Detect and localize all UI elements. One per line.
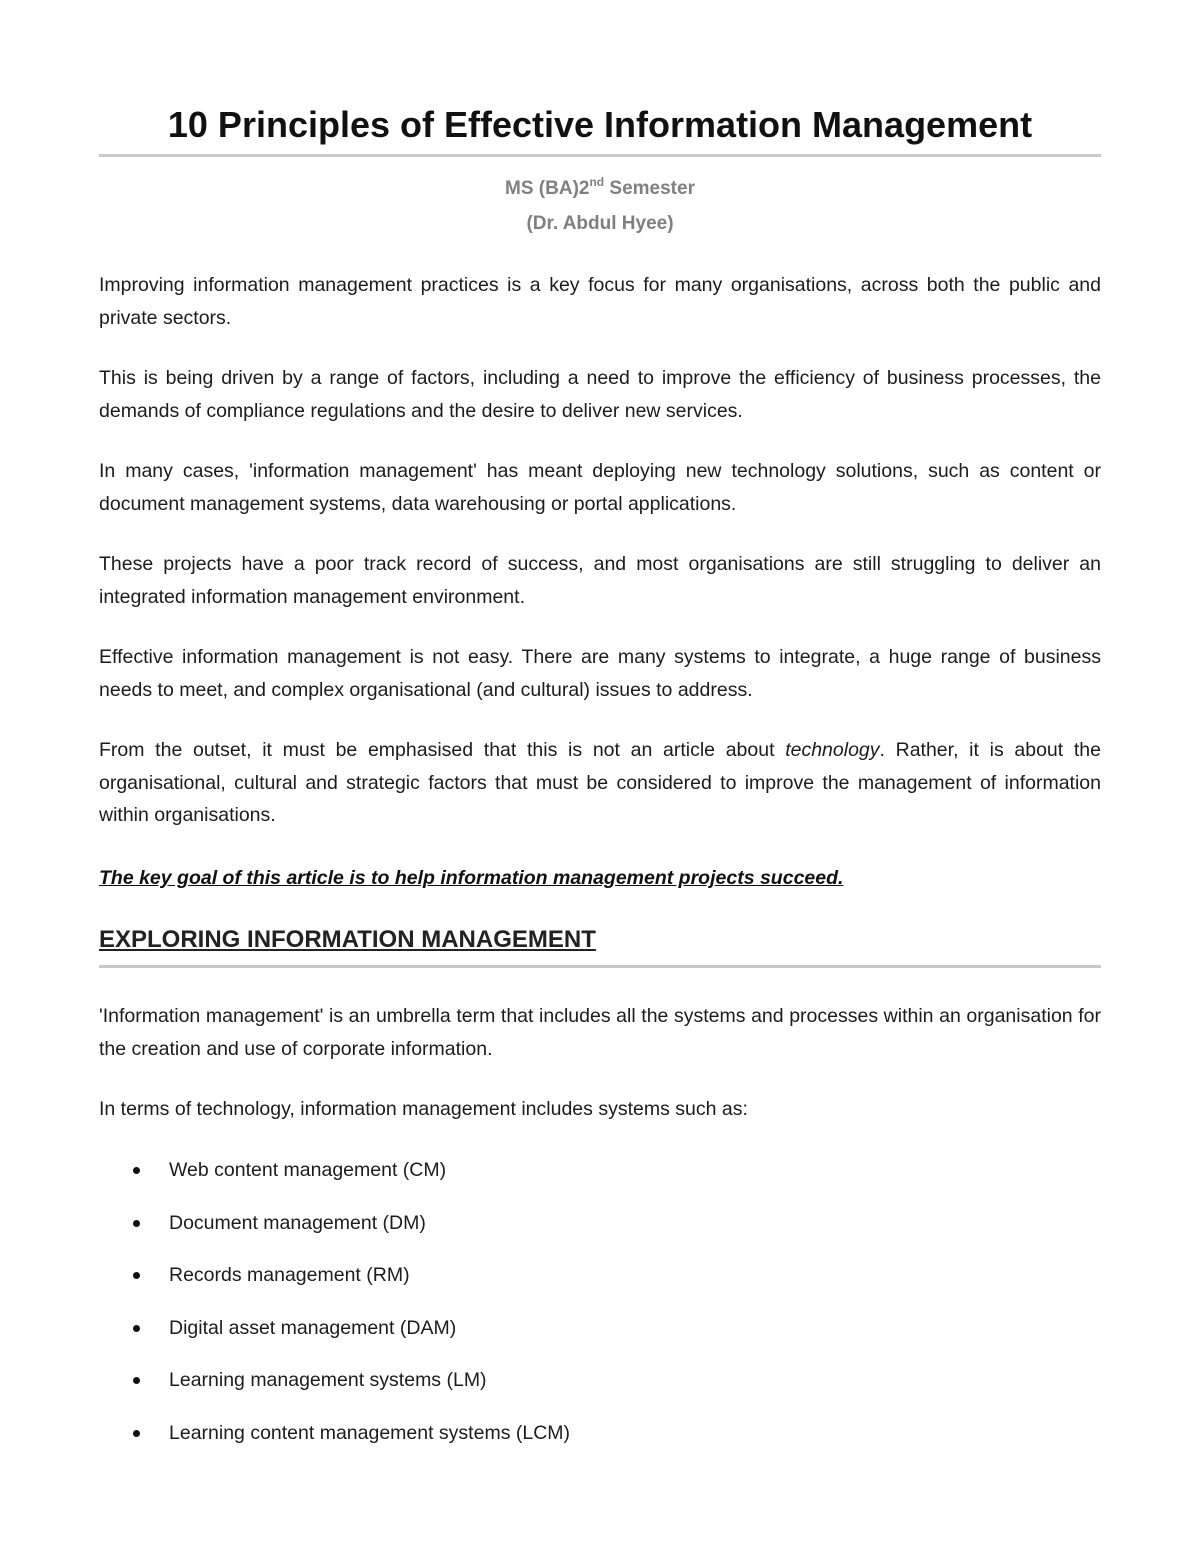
title-divider [99, 154, 1101, 157]
paragraph-6 [99, 734, 1101, 832]
list-item-text: Records management (RM) [169, 1264, 410, 1287]
list-item [99, 1362, 1101, 1415]
bullet-icon [133, 1377, 140, 1384]
paragraph-6-emphasis: technology [785, 739, 880, 761]
list-item-text: Web content management (CM) [169, 1159, 447, 1181]
list-item [99, 1205, 1101, 1258]
paragraph-5: Effective information management is not easy. There are many systems to integrate, a huge range of business needs to meet, and complex organisational (and cultural) issues to address. [99, 646, 1101, 701]
course-suffix: Semester [604, 178, 695, 199]
list-item-text: Document management (DM) [169, 1211, 426, 1234]
course-line [99, 177, 1101, 202]
list-item-text: Digital asset management (DAM) [169, 1316, 457, 1339]
course-prefix: MS (BA)2 [505, 178, 590, 199]
section-paragraph-2: In terms of technology, information management includes systems such as: [99, 1098, 748, 1120]
section-divider [99, 965, 1101, 968]
list-item [99, 1257, 1101, 1310]
list-item-text: Learning content management systems (LCM) [169, 1421, 571, 1444]
list-item [99, 1310, 1101, 1363]
list-item [99, 1415, 1101, 1468]
paragraph-4: These projects have a poor track record of success, and most organisations are still struggling to deliver an integrated information management environment. [99, 553, 1101, 608]
bullet-icon [133, 1430, 140, 1437]
bullet-icon [133, 1325, 140, 1332]
list-item [99, 1152, 1101, 1205]
paragraph-6-end: . Rather, it is about the organisational, cultural and strategic factors that must be considered to improve the management of information within organisations. [99, 739, 1101, 826]
bullet-icon [133, 1167, 140, 1174]
paragraph-1: Improving information management practices is a key focus for many organisations, across both the public and private sectors. [99, 274, 1101, 329]
paragraph-3: In many cases, 'information management' has meant deploying new technology solutions, such as content or document management systems, data warehousing or portal applications. [99, 460, 1101, 515]
document-title: 10 Principles of Effective Information Management [167, 104, 1033, 145]
section-heading: EXPLORING INFORMATION MANAGEMENT [99, 926, 596, 953]
systems-list [99, 1152, 1101, 1468]
course-superscript: nd [589, 175, 605, 189]
section-paragraph-1: 'Information management' is an umbrella term that includes all the systems and processes within an organisation for the creation and use of corporate information. [99, 1005, 1101, 1060]
bullet-icon [133, 1272, 140, 1279]
list-item-text: Learning management systems (LM) [169, 1369, 487, 1392]
paragraph-2: This is being driven by a range of factors, including a need to improve the efficiency of business processes, the demands of compliance regulations and the desire to deliver new services. [99, 367, 1101, 422]
bullet-icon [133, 1220, 140, 1227]
instructor-line: (Dr. Abdul Hyee) [526, 213, 674, 234]
key-goal-statement: The key goal of this article is to help information management projects succeed. [99, 867, 844, 889]
paragraph-6-start: From the outset, it must be emphasised that this is not an article about [99, 739, 786, 761]
